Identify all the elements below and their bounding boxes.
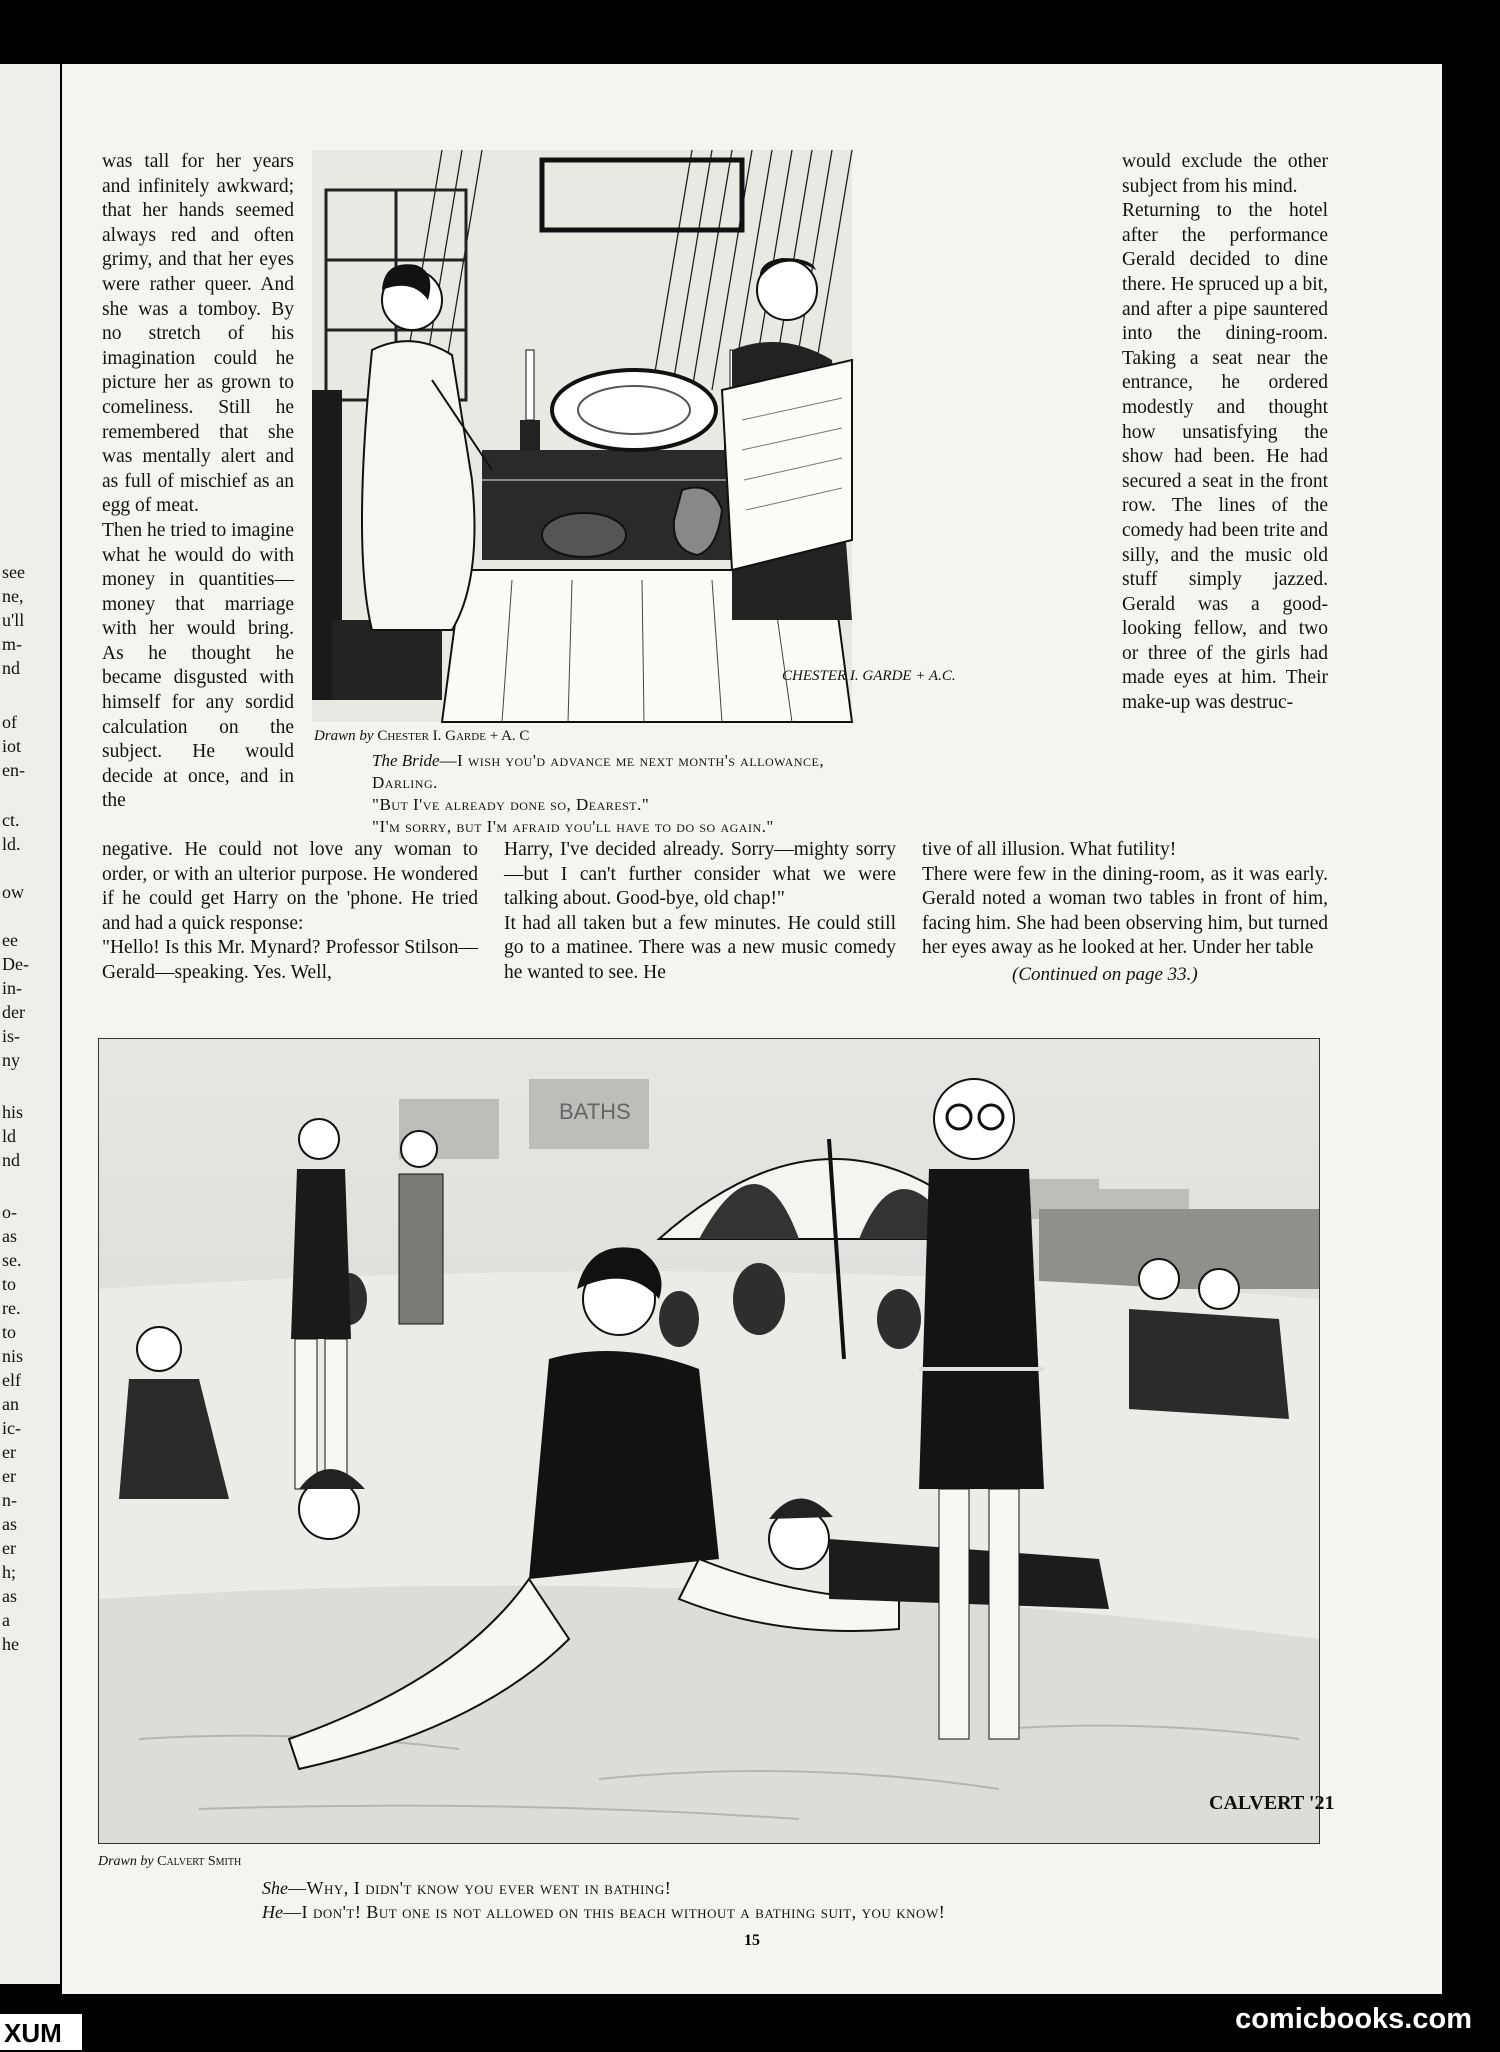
facing-page-fragment: o- — [2, 1202, 17, 1222]
facing-page-fragment: a — [2, 1610, 10, 1630]
story-column-left: was tall for her years and infinitely awkward; that her hands seemed always red and often grimy, and that her eyes were rather queer. And she was a tomboy. By no stretch of his imagination could he picture her as grown to comeliness. Still he remembered that she was mentally alert and as full of mischief as an egg of meat. Then he tried to imagine what he would do with money in quantities—money that marriage with her would bring. As he thought he became disgusted with himself for any sordid calculation on the subject. He would decide at once, and in the — [102, 151, 294, 812]
site-watermark: comicbooks.com — [1235, 2003, 1472, 2035]
caption-line-3: "I'm sorry, but I'm afraid you'll have to do so again." — [372, 817, 774, 836]
facing-page-fragment: nis — [2, 1346, 24, 1366]
facing-page-fragment: is- — [2, 1026, 20, 1046]
baths-sign: BATHS — [559, 1099, 631, 1124]
caption-she-speaker: She — [262, 1878, 288, 1898]
story-row-col-3: tive of all illusion. What futility! There were few in the dining-room, as it was early. Gerald noted a woman two tables in front of him, facing him. She had been observing him, but turned her eyes away as he looked at her. Under her table — [922, 839, 1328, 959]
caption-line-2: "But I've already done so, Dearest." — [372, 795, 650, 814]
facing-page-fragment: he — [2, 1634, 19, 1654]
beach-drawing — [99, 1039, 1335, 1843]
caption-he-speaker: He — [262, 1902, 283, 1922]
beach-illustration-caption — [262, 1876, 1242, 1924]
facing-page-fragment: ow — [2, 882, 24, 902]
facing-page-fragment: his — [2, 1102, 24, 1122]
facing-page-fragment: er — [2, 1466, 16, 1486]
facing-page-fragment: as — [2, 1226, 17, 1246]
top-credit-name: Chester I. Garde — [377, 728, 486, 744]
caption-he-line: —I don't! But one is not allowed on this beach without a bathing suit, you know! — [283, 1902, 946, 1922]
facing-page-fragment: as — [2, 1514, 17, 1534]
top-credit-suffix: + A. C — [489, 728, 530, 744]
beach-credit-prefix: Drawn by — [98, 1854, 154, 1869]
story-row-col-2: Harry, I've decided already. Sorry—mighty sorry—but I can't further consider what we were talking about. Good-bye, old chap!" It had all taken but a few minutes. He could still go to a matinee. There was a new music comedy he wanted to see. He — [504, 839, 896, 983]
facing-page-fragment: ee — [2, 930, 18, 950]
facing-page-fragment: iot — [2, 736, 22, 756]
top-credit-prefix: Drawn by — [314, 728, 374, 744]
facing-page-fragment: re. — [2, 1298, 21, 1318]
facing-page-fragment: see — [2, 562, 25, 582]
facing-page-fragment: ny — [2, 1050, 20, 1070]
facing-page-fragment: nd — [2, 1150, 20, 1170]
caption-bride-speaker: The Bride — [372, 751, 440, 770]
facing-page-fragment: as — [2, 1586, 17, 1606]
facing-page-fragment: n- — [2, 1490, 17, 1510]
facing-page-fragment: der — [2, 1002, 25, 1022]
facing-page-fragment: to — [2, 1322, 17, 1342]
corner-tag: XUM — [0, 2014, 82, 2050]
beach-artist-signature: CALVERT '21 — [1209, 1792, 1335, 1814]
facing-page-fragment: ic- — [2, 1418, 21, 1438]
facing-page-fragment: er — [2, 1538, 16, 1558]
facing-page-fragment: u'll — [2, 610, 25, 630]
beach-credit-name: Calvert Smith — [157, 1854, 242, 1869]
facing-page-fragment: ld. — [2, 834, 21, 854]
dining-table-illustration — [312, 150, 956, 722]
top-illustration-caption — [372, 750, 892, 838]
facing-page-fragment: of — [2, 712, 17, 732]
facing-page-fragment: ct. — [2, 810, 20, 830]
page-number: 15 — [744, 1932, 760, 1949]
facing-page-fragment: ld — [2, 1126, 17, 1146]
facing-page-fragment: elf — [2, 1370, 21, 1390]
story-row-col-1: negative. He could not love any woman to order, or with an ulterior purpose. He wondered if he could get Harry on the 'phone. He tried and had a quick response: "Hello! Is this Mr. Mynard? Professor Stilson—Gerald—speaking. Yes. Well, — [102, 839, 478, 983]
continued-note: (Continued on page 33.) — [1012, 964, 1198, 985]
facing-page-fragment: m- — [2, 634, 22, 654]
facing-page-fragment: De- — [2, 954, 29, 974]
facing-page-fragment: to — [2, 1274, 17, 1294]
caption-line-1: —I wish you'd advance me next month's allowance, Darling. — [372, 751, 825, 792]
dining-table-drawing — [312, 150, 956, 722]
top-artist-signature: CHESTER I. GARDE + A.C. — [782, 668, 956, 684]
facing-page-fragment: se. — [2, 1250, 22, 1270]
facing-page-fragment: ne, — [2, 586, 24, 606]
beach-illustration — [98, 1038, 1335, 1844]
facing-page-fragment: in- — [2, 978, 22, 998]
magazine-page — [62, 64, 1442, 1994]
facing-page-fragment: h; — [2, 1562, 17, 1582]
caption-she-line: —Why, I didn't know you ever went in bathing! — [288, 1878, 672, 1898]
facing-page-fragment: er — [2, 1442, 16, 1462]
facing-page-strip — [0, 64, 60, 1984]
facing-page-fragment: an — [2, 1394, 19, 1414]
facing-page-fragment: en- — [2, 760, 25, 780]
top-illustration-credit — [314, 728, 529, 745]
beach-illustration-credit — [98, 1854, 241, 1870]
facing-page-fragment: nd — [2, 658, 20, 678]
story-column-right: would exclude the other subject from his mind. Returning to the hotel after the performance Gerald decided to dine there. He spruced up a bit, and after a pipe sauntered into the dining-room. Taking a seat near the entrance, he ordered modestly and thought how unsatisfying the show had been. He had secured a seat in the front row. The lines of the comedy had been trite and silly, and the music old stuff simply jazzed. Gerald was a good-looking fellow, and two or three of the girls had made eyes at him. Their make-up was destruc- — [1122, 151, 1328, 714]
